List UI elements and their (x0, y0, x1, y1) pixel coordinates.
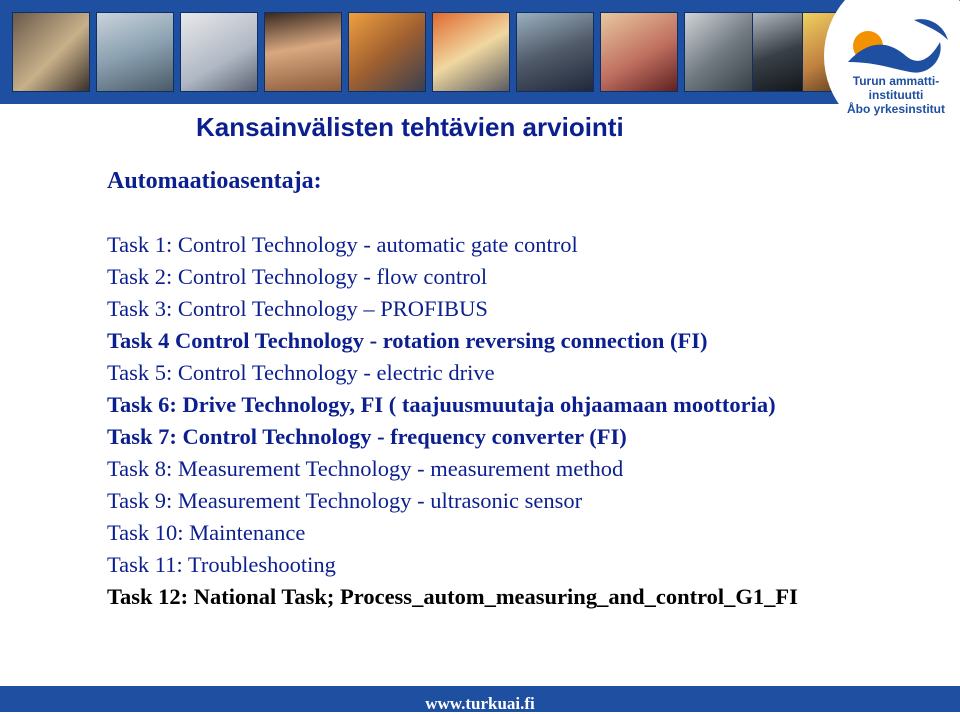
task-item: Task 9: Measurement Technology - ultrasonic sensor (107, 488, 583, 513)
task-item: Task 2: Control Technology - flow control (107, 264, 488, 289)
photo-engineering (516, 12, 594, 92)
photo-mechanic (348, 12, 426, 92)
task-item: Task 8: Measurement Technology - measurement method (107, 456, 624, 481)
task-item: Task 12: National Task; Process_autom_measuring_and_control_G1_FI (107, 584, 798, 609)
photo-student (600, 12, 678, 92)
task-item: Task 11: Troubleshooting (107, 552, 336, 577)
photo-lab (96, 12, 174, 92)
task-item: Task 3: Control Technology – PROFIBUS (107, 296, 488, 321)
task-item: Task 4 Control Technology - rotation reversing connection (FI) (107, 328, 708, 353)
photo-craft (264, 12, 342, 92)
photo-strip (12, 12, 842, 92)
logo-name-fi: Turun ammatti-instituutti (852, 74, 940, 102)
header-banner (0, 0, 960, 104)
task-item: Task 7: Control Technology - frequency converter (FI) (107, 424, 627, 449)
task-item: Task 10: Maintenance (107, 520, 306, 545)
photo-welding (12, 12, 90, 92)
logo-text (836, 74, 956, 116)
task-item: Task 5: Control Technology - electric drive (107, 360, 495, 385)
slide-subtitle: Automaatioasentaja: (107, 168, 322, 194)
photo-chef (180, 12, 258, 92)
task-item: Task 1: Control Technology - automatic gate control (107, 232, 578, 257)
task-item: Task 6: Drive Technology, FI ( taajuusmuutaja ohjaamaan moottoria) (107, 392, 776, 417)
footer-url: www.turkuai.fi (425, 694, 535, 713)
logo-name-sv: Åbo yrkesinstitut (846, 102, 945, 116)
slide-title: Kansainvälisten tehtävien arviointi (196, 112, 624, 142)
photo-electronics (432, 12, 510, 92)
logo-emblem (818, 0, 960, 140)
task-list (107, 229, 957, 613)
institution-logo (818, 0, 960, 140)
photo-workshop (684, 12, 762, 92)
